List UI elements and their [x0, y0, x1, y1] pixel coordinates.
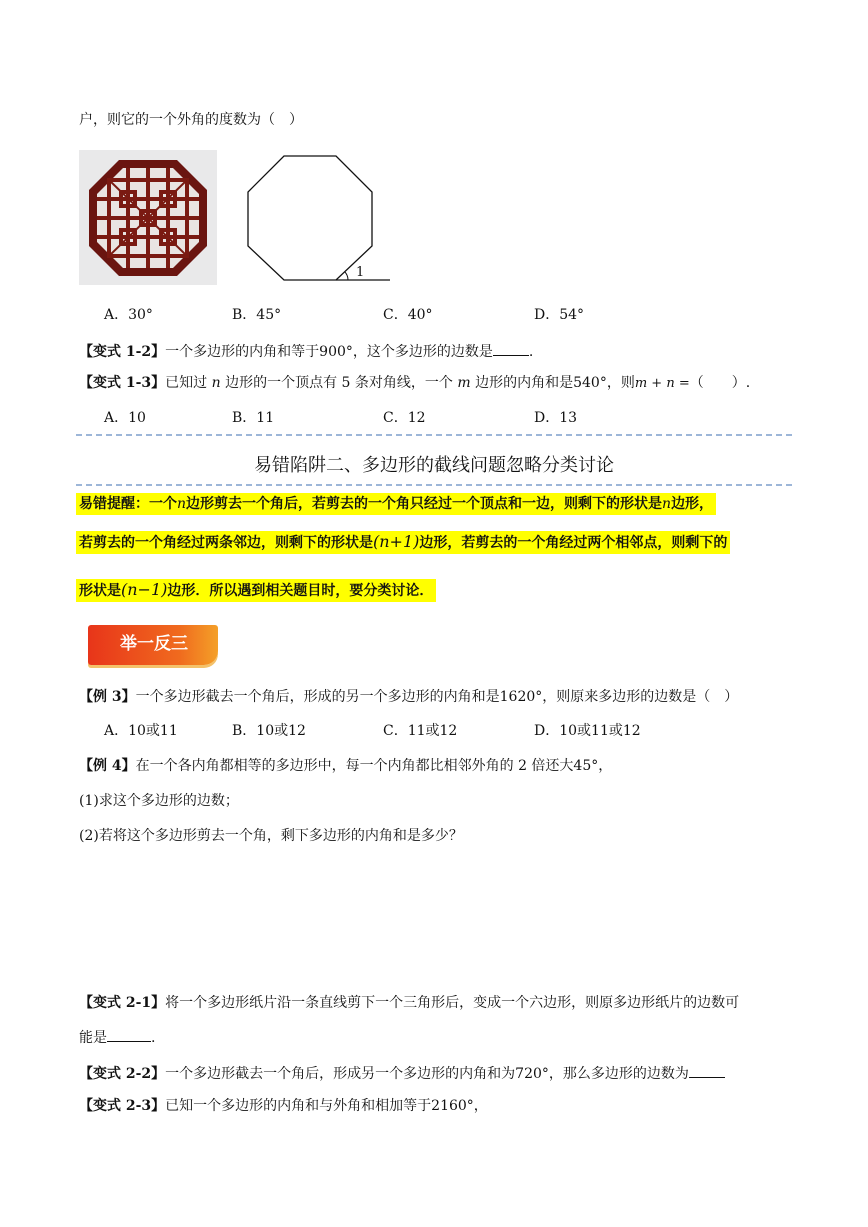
section-divider — [76, 484, 792, 486]
example-4: 【例 4】在一个各内角都相等的多边形中，每一个内角都比相邻外角的 2 倍还大45°， — [79, 758, 613, 774]
answer-blank[interactable] — [689, 1063, 725, 1078]
option-a[interactable]: A．30° — [104, 307, 153, 323]
tip-line-1: 易错提醒：一个n边形剪去一个角后，若剪去的一个角只经过一个顶点和一边，则剩下的形状是n边形， — [76, 493, 716, 515]
answer-blank[interactable] — [493, 341, 529, 356]
option-a[interactable]: A．10或11 — [104, 723, 178, 739]
variant-2-2: 【变式 2-2】一个多边形截去一个角后，形成另一个多边形的内角和为720°，那么多边形的边数为 — [79, 1063, 725, 1084]
variant-1-3: 【变式 1-3】已知过 n 边形的一个顶点有 5 条对角线，一个 m 边形的内角和是540°，则m + n =（ ）. — [79, 375, 751, 391]
example-4-q1: (1)求这个多边形的边数； — [79, 793, 239, 809]
option-d[interactable]: D．10或11或12 — [534, 723, 641, 739]
variant-2-1-cont: 能是 . — [79, 1027, 155, 1048]
option-c[interactable]: C．11或12 — [383, 723, 458, 739]
section-divider — [76, 434, 792, 436]
answer-blank[interactable] — [107, 1027, 151, 1042]
tip-line-2: 若剪去的一个角经过两条邻边，则剩下的形状是(n+1)边形，若剪去的一个角经过两个相邻点，则剩下的 — [76, 531, 730, 554]
option-b[interactable]: B．11 — [232, 410, 275, 426]
octagon-diagram — [240, 150, 400, 285]
option-d[interactable]: D．54° — [534, 307, 585, 323]
option-b[interactable]: B．45° — [232, 307, 282, 323]
variant-1-2: 【变式 1-2】一个多边形的内角和等于900°，这个多边形的边数是 . — [79, 341, 533, 362]
section-title: 易错陷阱二、多边形的截线问题忽略分类讨论 — [254, 455, 614, 476]
option-b[interactable]: B．10或12 — [232, 723, 306, 739]
option-d[interactable]: D．13 — [534, 410, 578, 426]
question-stem: 户，则它的一个外角的度数为（ ） — [79, 112, 303, 128]
variant-2-3: 【变式 2-3】已知一个多边形的内角和与外角和相加等于2160°， — [79, 1098, 488, 1114]
variant-2-1: 【变式 2-1】将一个多边形纸片沿一条直线剪下一个三角形后，变成一个六边形，则原多边形纸片的边数可 — [79, 995, 740, 1011]
option-a[interactable]: A．10 — [104, 410, 146, 426]
practice-banner: 举一反三 — [88, 625, 218, 665]
option-c[interactable]: C．12 — [383, 410, 426, 426]
example-4-q2: (2)若将这个多边形剪去一个角，剩下多边形的内角和是多少？ — [79, 828, 463, 844]
tip-line-3: 形状是(n−1)边形．所以遇到相关题目时，要分类讨论． — [76, 579, 436, 602]
option-c[interactable]: C．40° — [383, 307, 433, 323]
octagon-window-photo — [79, 150, 217, 285]
angle-label: 1 — [356, 265, 365, 280]
example-3: 【例 3】一个多边形截去一个角后，形成的另一个多边形的内角和是1620°，则原来多边形的边数是（ ） — [79, 689, 739, 705]
